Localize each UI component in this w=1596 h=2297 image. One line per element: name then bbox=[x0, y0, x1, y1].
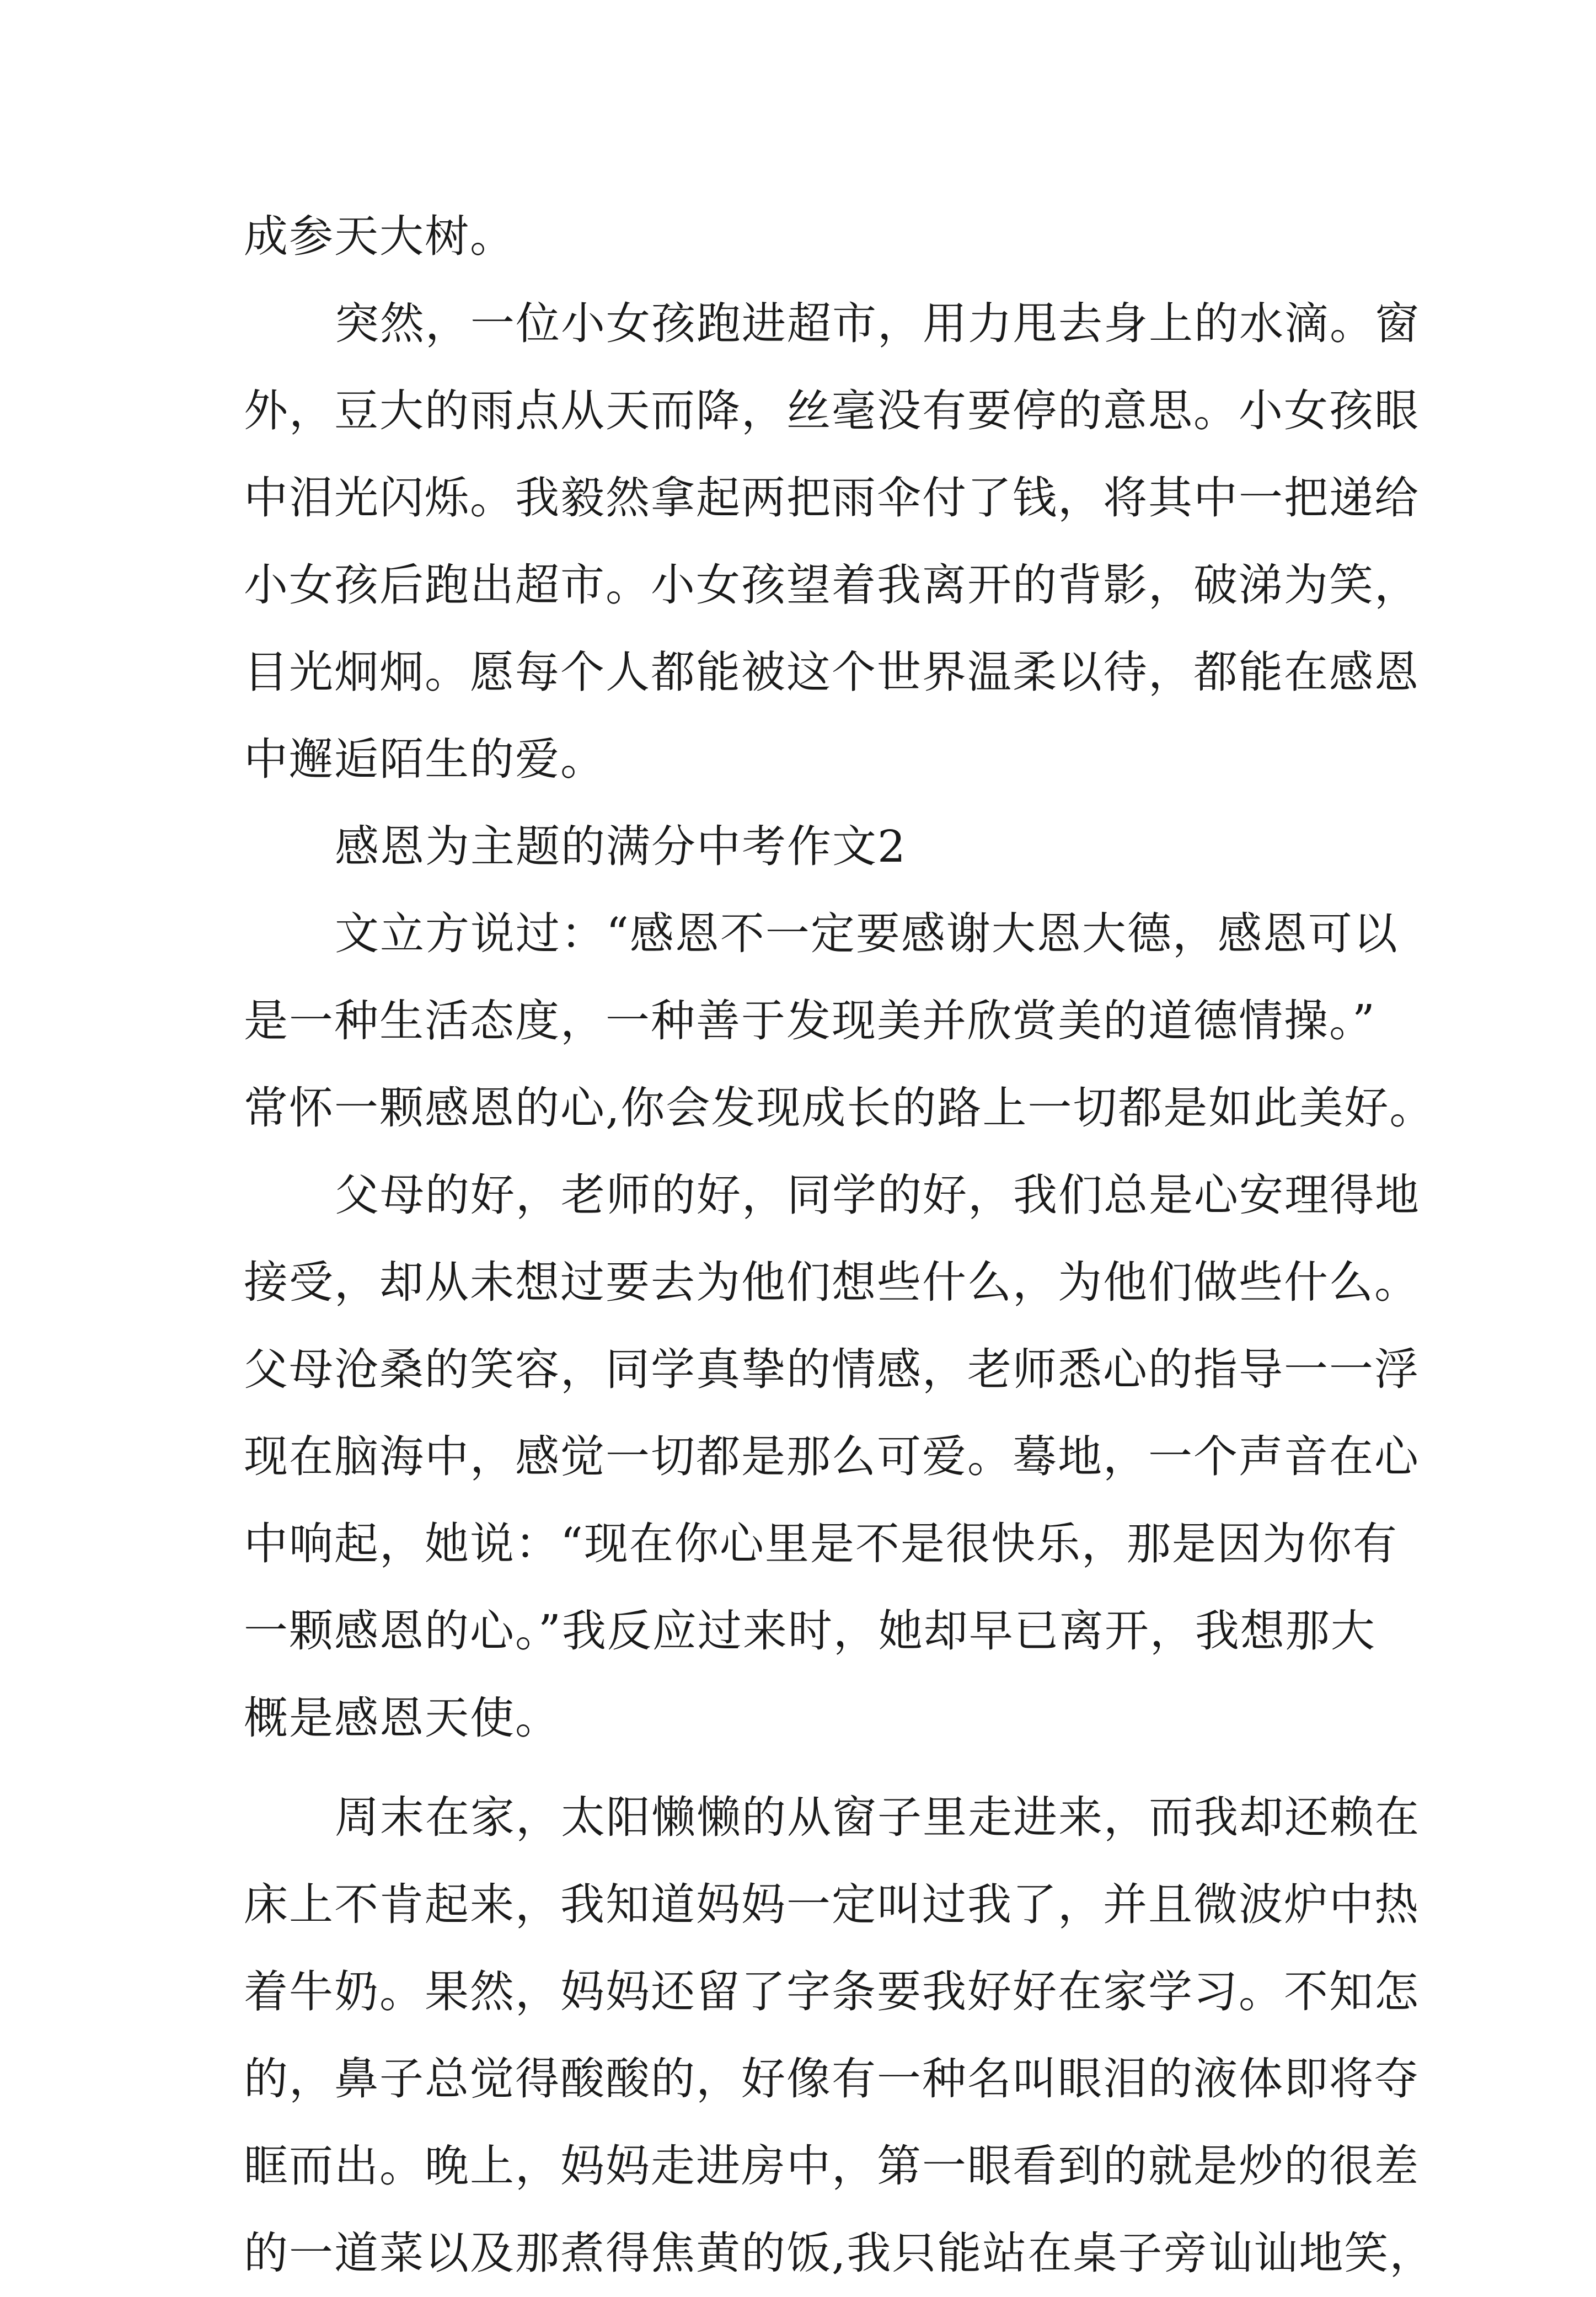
heading-line: 感恩为主题的满分中考作文2 bbox=[335, 821, 907, 872]
text-line: 现在脑海中，感觉一切都是那么可爱。蓦地，一个声音在心 bbox=[244, 1431, 1420, 1482]
text-line: 接受，却从未想过要去为他们想些什么，为他们做些什么。 bbox=[244, 1257, 1420, 1308]
text-line: 中泪光闪烁。我毅然拿起两把雨伞付了钱，将其中一把递给 bbox=[244, 472, 1420, 523]
text-line: 突然，一位小女孩跑进超市，用力甩去身上的水滴。窗 bbox=[335, 298, 1420, 349]
paragraph-gap bbox=[244, 1762, 1369, 1774]
text-line: 中响起，她说：“现在你心里是不是很快乐，那是因为你有 bbox=[244, 1518, 1398, 1569]
text-line: 目光炯炯。愿每个人都能被这个世界温柔以待，都能在感恩 bbox=[244, 647, 1420, 698]
text-line: 父母沧桑的笑容，同学真挚的情感，老师悉心的指导一一浮 bbox=[244, 1344, 1420, 1395]
paragraph-2 bbox=[244, 280, 1420, 803]
section-heading bbox=[244, 803, 1369, 890]
text-line: 概是感恩天使。 bbox=[244, 1692, 560, 1744]
text-line: 文立方说过：“感恩不一定要感谢大恩大德，感恩可以 bbox=[335, 908, 1399, 959]
text-line: 一颗感恩的心。”我反应过来时，她却早已离开，我想那大 bbox=[244, 1605, 1376, 1657]
paragraph-4 bbox=[244, 1152, 1420, 1762]
text-line: 床上不肯起来，我知道妈妈一定叫过我了，并且微波炉中热 bbox=[244, 1879, 1420, 1930]
text-line: 眶而出。晚上，妈妈走进房中，第一眼看到的就是炒的很差 bbox=[244, 2140, 1420, 2192]
paragraph-1 bbox=[244, 193, 1369, 280]
paragraph-5 bbox=[244, 1774, 1435, 2297]
text-line: 的，鼻子总觉得酸酸的，好像有一种名叫眼泪的液体即将夺 bbox=[244, 2053, 1420, 2104]
document-body bbox=[244, 193, 1435, 2297]
text-line: 周末在家，太阳懒懒的从窗子里走进来，而我却还赖在 bbox=[335, 1792, 1420, 1843]
text-line: 成参天大树。 bbox=[244, 211, 515, 262]
paragraph-3 bbox=[244, 890, 1435, 1152]
text-line: 外，豆大的雨点从天而降，丝毫没有要停的意思。小女孩眼 bbox=[244, 385, 1420, 436]
text-line: 小女孩后跑出超市。小女孩望着我离开的背影，破涕为笑， bbox=[244, 559, 1420, 611]
text-line: 的一道菜以及那煮得焦黄的饭,我只能站在桌子旁讪讪地笑， bbox=[244, 2227, 1435, 2279]
text-line: 常怀一颗感恩的心,你会发现成长的路上一切都是如此美好。 bbox=[244, 1082, 1435, 1134]
text-line: 中邂逅陌生的爱。 bbox=[244, 734, 606, 785]
text-line: 是一种生活态度，一种善于发现美并欣赏美的道德情操。” bbox=[244, 995, 1376, 1046]
text-line: 父母的好，老师的好，同学的好，我们总是心安理得地 bbox=[335, 1169, 1420, 1221]
text-line: 着牛奶。果然，妈妈还留了字条要我好好在家学习。不知怎 bbox=[244, 1966, 1420, 2017]
